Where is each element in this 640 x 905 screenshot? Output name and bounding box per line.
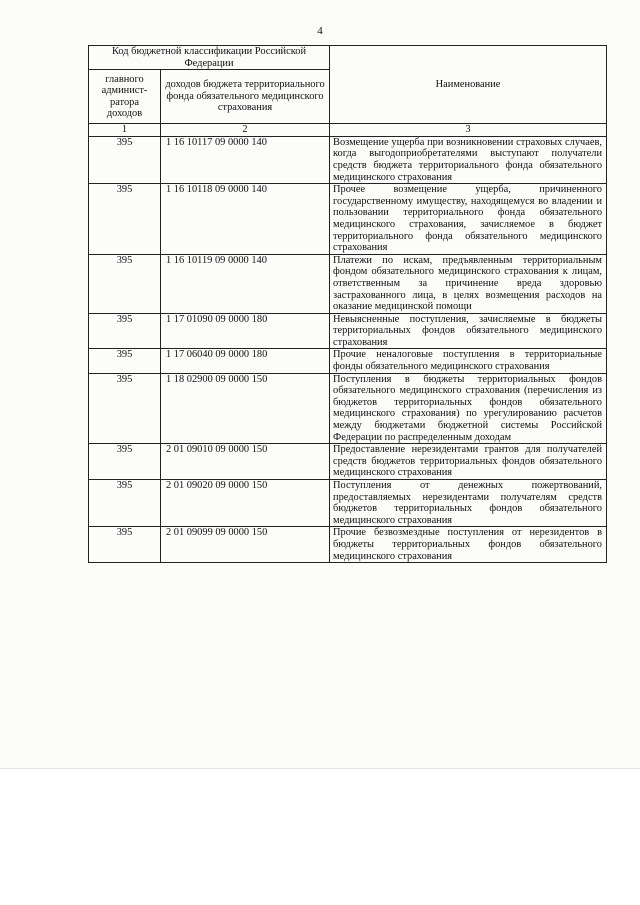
revenue-name-cell: Платежи по искам, предъявленным территориальным фондом обязательного медицинского страхования к лицам, ответственным за причинение вреда здоровью застрахованного лица, в целях возмещения расходов на оказание медицинской помощи	[330, 254, 607, 313]
admin-code-cell: 395	[89, 527, 161, 563]
admin-code-cell: 395	[89, 254, 161, 313]
table-row	[89, 373, 607, 444]
header-name: Наименование	[330, 46, 607, 124]
revenue-code-cell: 1 16 10117 09 0000 140	[161, 136, 330, 183]
revenue-name-cell: Поступления в бюджеты территориальных фондов обязательного медицинского страхования (перечисления из бюджетов территориальных фондов обязательного медицинского страхования) по урегулированию расчетов между бюджетами бюджетной системы Российской Федерации по распределенным доходам	[330, 373, 607, 444]
column-number-row	[89, 124, 607, 137]
revenue-code-cell: 1 17 06040 09 0000 180	[161, 349, 330, 373]
table-row	[89, 480, 607, 527]
table-row	[89, 254, 607, 313]
revenue-code-cell: 1 16 10118 09 0000 140	[161, 184, 330, 255]
admin-code-cell: 395	[89, 136, 161, 183]
table-row	[89, 349, 607, 373]
budget-classification-table	[88, 45, 607, 563]
revenue-code-cell: 1 16 10119 09 0000 140	[161, 254, 330, 313]
table-row	[89, 444, 607, 480]
admin-code-cell: 395	[89, 349, 161, 373]
admin-code-cell: 395	[89, 373, 161, 444]
table-row	[89, 313, 607, 349]
revenue-name-cell: Прочее возмещение ущерба, причиненного государственному имуществу, находящемуся во владении и пользовании территориального фонда обязательного медицинского страхования, зачисляемое в бюджет территориального фонда обязательного медицинского страхования	[330, 184, 607, 255]
revenue-name-cell: Предоставление нерезидентами грантов для получателей средств бюджетов территориальных фондов обязательного медицинского страхования	[330, 444, 607, 480]
admin-code-cell: 395	[89, 444, 161, 480]
admin-code-cell: 395	[89, 313, 161, 349]
table-row	[89, 184, 607, 255]
column-number: 2	[161, 124, 330, 137]
table-row	[89, 527, 607, 563]
header-budget-code-group: Код бюджетной классификации Российской Федерации	[89, 46, 330, 70]
revenue-code-cell: 1 18 02900 09 0000 150	[161, 373, 330, 444]
header-fund-revenue: доходов бюджета территориального фонда обязательного медицинского страхования	[161, 70, 330, 124]
revenue-name-cell: Возмещение ущерба при возникновении страховых случаев, когда выгодоприобретателями выступают получатели средств бюджета территориального фонда обязательного медицинского страхования	[330, 136, 607, 183]
revenue-name-cell: Прочие безвозмездные поступления от нерезидентов в бюджеты территориальных фондов обязательного медицинского страхования	[330, 527, 607, 563]
admin-code-cell: 395	[89, 184, 161, 255]
column-number: 3	[330, 124, 607, 137]
page-number: 4	[317, 25, 323, 37]
revenue-name-cell: Невыясненные поступления, зачисляемые в бюджеты территориальных фондов обязательного медицинского страхования	[330, 313, 607, 349]
table-row	[89, 136, 607, 183]
revenue-code-cell: 2 01 09010 09 0000 150	[161, 444, 330, 480]
revenue-code-cell: 2 01 09099 09 0000 150	[161, 527, 330, 563]
revenue-code-cell: 2 01 09020 09 0000 150	[161, 480, 330, 527]
revenue-name-cell: Прочие неналоговые поступления в территориальные фонды обязательного медицинского страхования	[330, 349, 607, 373]
revenue-code-cell: 1 17 01090 09 0000 180	[161, 313, 330, 349]
header-chief-administrator: главного админист-ратора доходов	[89, 70, 161, 124]
column-number: 1	[89, 124, 161, 137]
revenue-name-cell: Поступления от денежных пожертвований, предоставляемых нерезидентами получателям средств бюджетов территориальных фондов обязательного медицинского страхования	[330, 480, 607, 527]
admin-code-cell: 395	[89, 480, 161, 527]
